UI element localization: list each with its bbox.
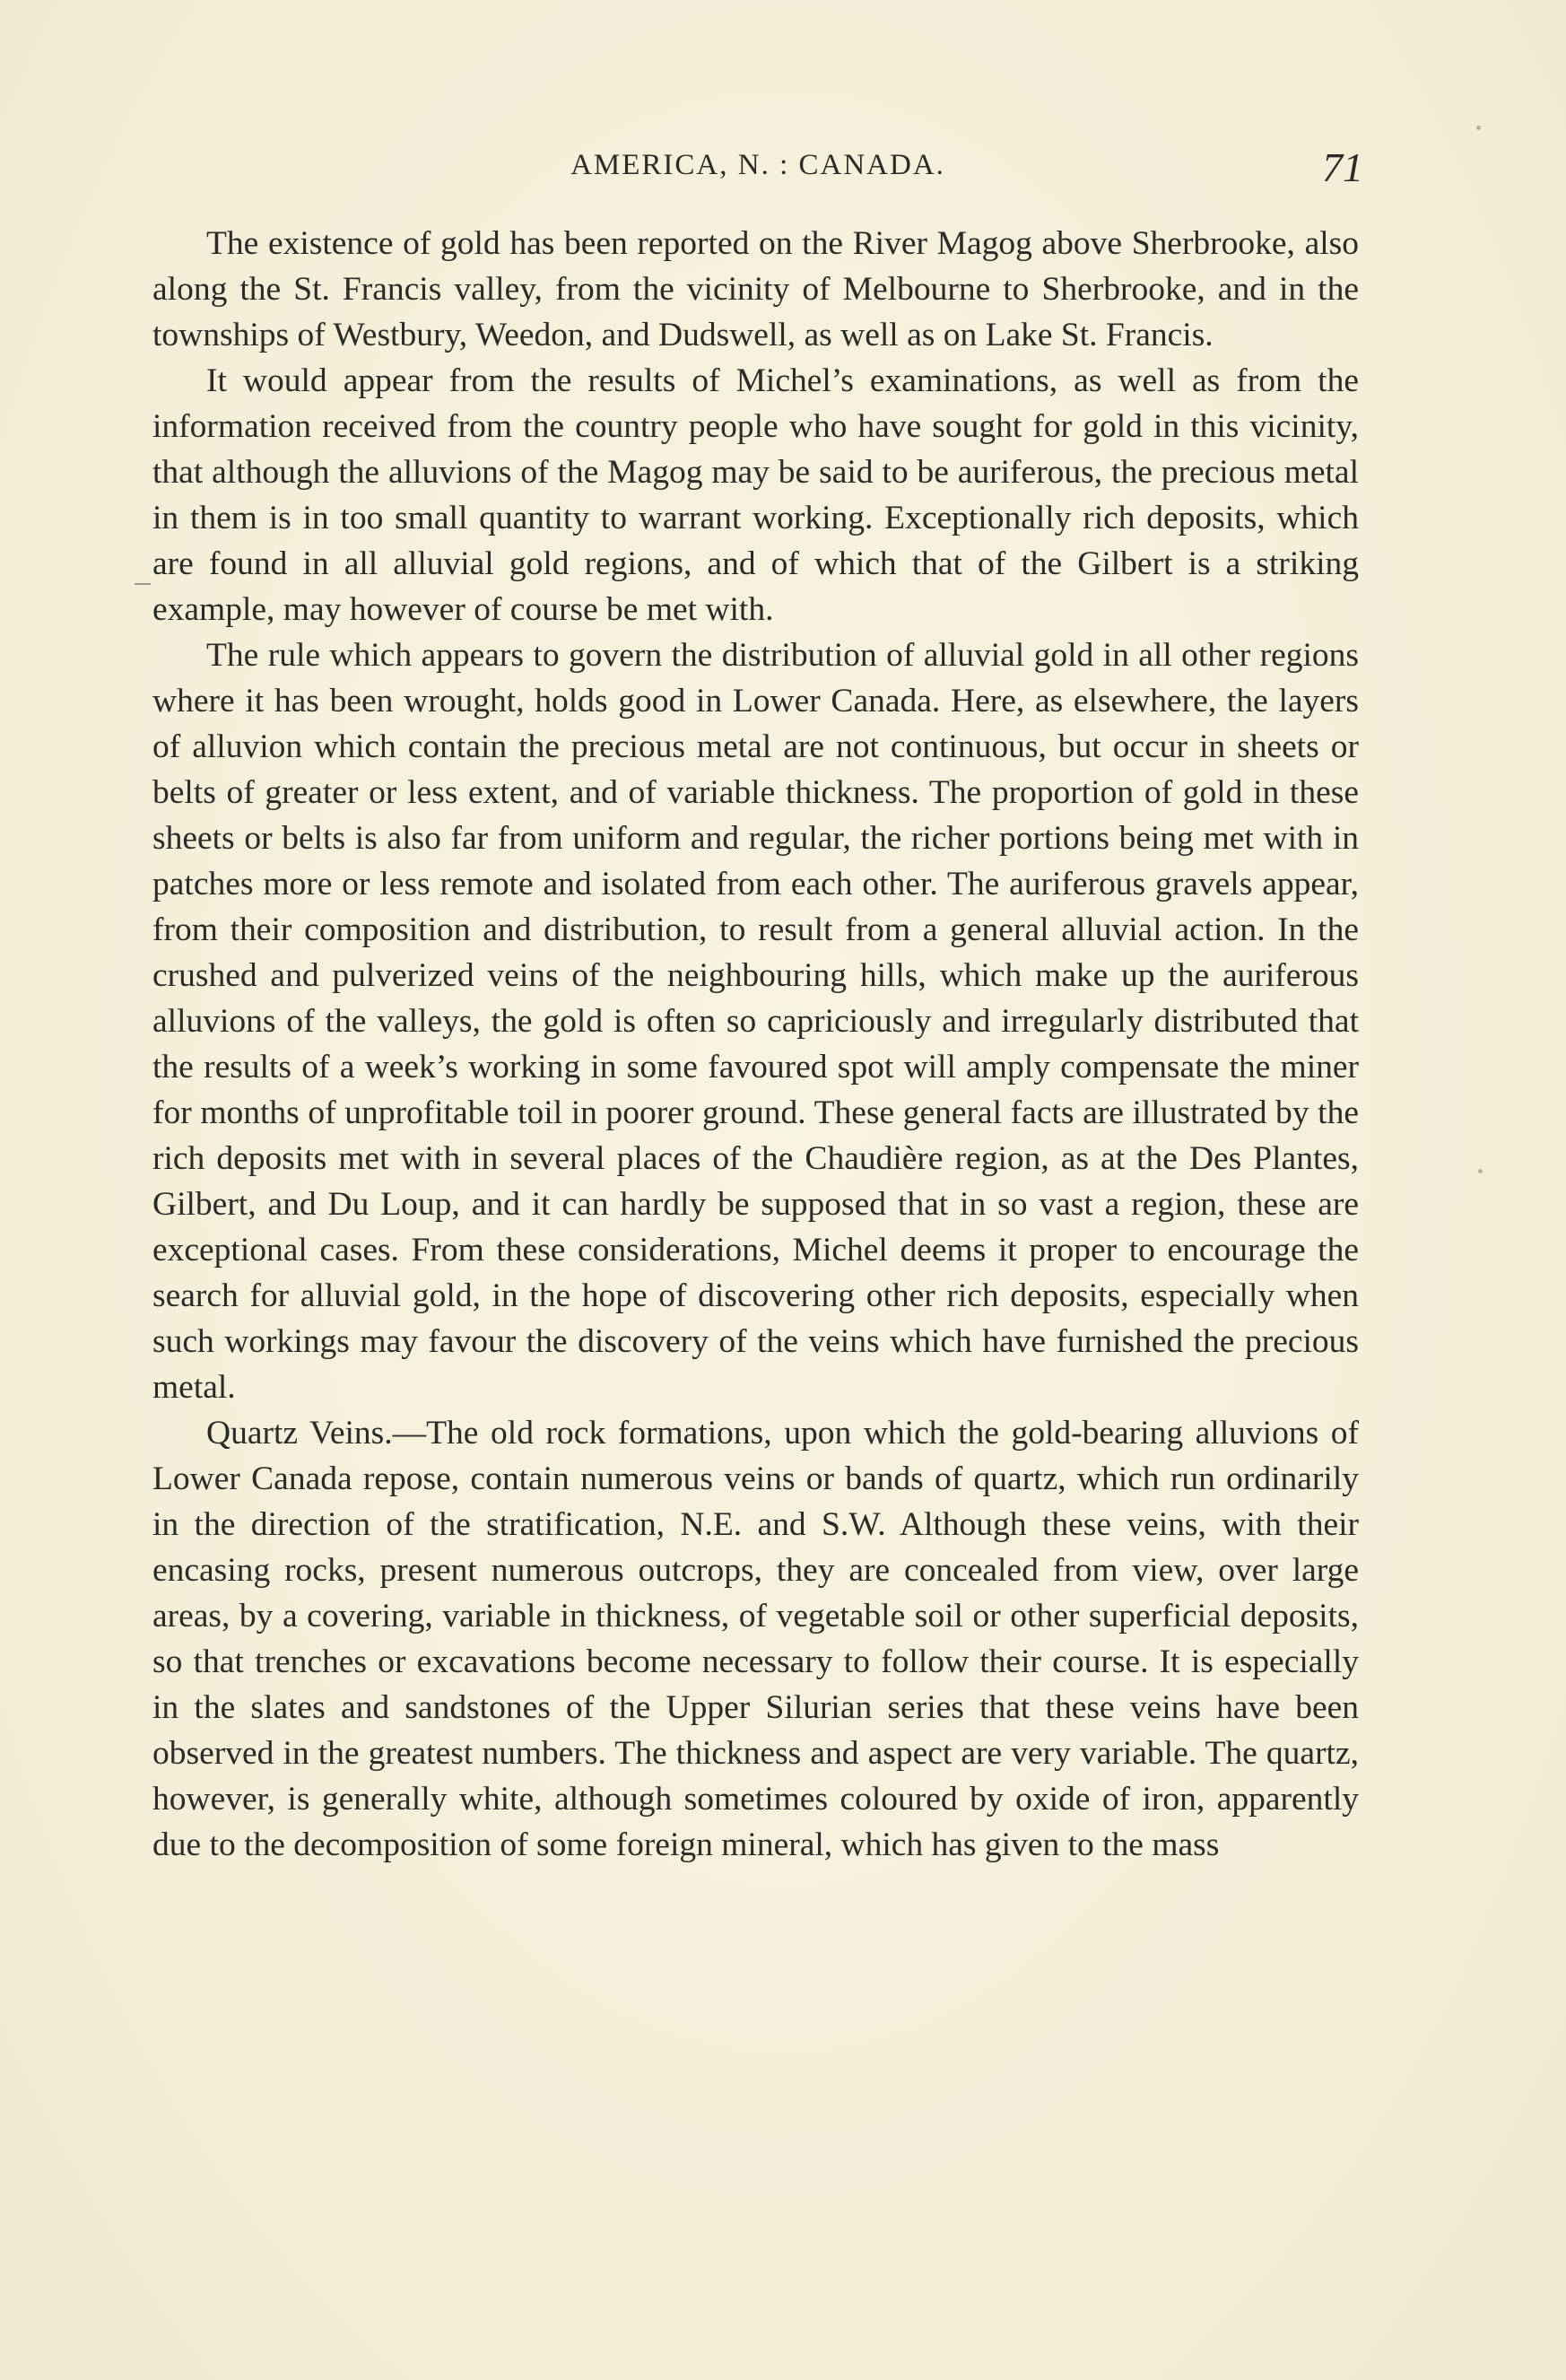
running-title: AMERICA, N. : CANADA. <box>570 149 945 181</box>
body-text <box>152 221 1359 1868</box>
paragraph-alluvial-rule: The rule which appears to govern the distribution of alluvial gold in all other regions where it has been wrought, holds good in Lower Canada. Here, as elsewhere, the layers of alluvion which contain the precious metal are not continuous, but occur in sheets or belts of greater or less extent, and of variable thickness. The proportion of gold in these sheets or belts is also far from uniform and regular, the richer portions being met with in patches more or less remote and isolated from each other. The auriferous gravels appear, from their composition and distribution, to result from a general alluvial action. In the crushed and pulverized veins of the neighbouring hills, which make up the auriferous alluvions of the valleys, the gold is often so capriciously and irregularly distributed that the results of a week’s working in some favoured spot will amply compensate the miner for months of unprofitable toil in poorer ground. These general facts are illustrated by the rich deposits met with in several places of the Chaudière region, as at the Des Plantes, Gilbert, and Du Loup, and it can hardly be supposed that in so vast a region, these are exceptional cases. From these considerations, Michel deems it proper to encourage the search for alluvial gold, in the hope of discovering other rich deposits, especially when such workings may favour the discovery of the veins which have furnished the precious metal. <box>152 637 1359 1406</box>
margin-mark <box>135 583 151 585</box>
running-head <box>152 144 1363 197</box>
paragraph-gold-reports: The existence of gold has been reported on the River Magog above Sherbrooke, also along the St. Francis valley, from the vicinity of Melbourne to Sherbrooke, and in the townships of Westbury, Weedon, and Dudswell, as well as on Lake St. Francis. <box>152 225 1359 353</box>
paragraph-quartz-veins: Quartz Veins.—The old rock formations, upon which the gold-bearing alluvions of Lower Canada repose, contain numerous veins or bands of quartz, which run ordinarily in the direction of the stratification, N.E. and S.W. Although these veins, with their encasing rocks, present numerous outcrops, they are concealed from view, over large areas, by a covering, variable in thickness, of vegetable soil or other superficial deposits, so that trenches or excavations become necessary to follow their course. It is especially in the slates and sandstones of the Upper Silurian series that these veins have been observed in the greatest numbers. The thickness and aspect are very variable. The quartz, however, is generally white, although sometimes coloured by oxide of iron, apparently due to the decomposition of some foreign mineral, which has given to the mass <box>152 1415 1359 1863</box>
paper-speck <box>1476 126 1481 130</box>
paragraph-michel-examinations: It would appear from the results of Michel’s examinations, as well as from the information received from the country people who have sought for gold in this vicinity, that although the alluvions of the Magog may be said to be auriferous, the precious metal in them is in too small quantity to warrant working. Exceptionally rich deposits, which are found in all alluvial gold regions, and of which that of the Gilbert is a striking example, may however of course be met with. <box>152 362 1359 628</box>
page-number: 71 <box>1322 144 1363 190</box>
paper-speck <box>1478 1169 1483 1173</box>
